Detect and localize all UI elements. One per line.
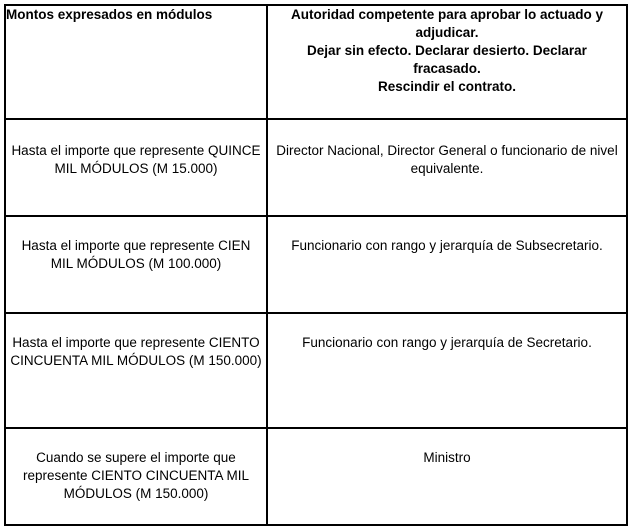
table-row [5, 313, 627, 428]
authority-cell: Funcionario con rango y jerarquía de Secretario. [267, 313, 627, 428]
header-authority-line: Dejar sin efecto. Declarar desierto. Declarar [307, 43, 587, 58]
amount-cell: Hasta el importe que represente CIEN MIL MÓDULOS (M 100.000) [5, 216, 267, 313]
header-authority-line: Rescindir el contrato. [377, 79, 517, 94]
amount-cell: Hasta el importe que represente CIENTO CINCUENTA MIL MÓDULOS (M 150.000) [5, 313, 267, 428]
authority-cell: Director Nacional, Director General o funcionario de nivel equivalente. [267, 119, 627, 216]
table-row [5, 119, 627, 216]
header-authority-line: fracasado. [413, 61, 481, 76]
authority-table [4, 4, 628, 526]
authority-cell: Ministro [267, 428, 627, 525]
table-row [5, 216, 627, 313]
header-amount-cell [5, 5, 267, 119]
authority-cell: Funcionario con rango y jerarquía de Subsecretario. [267, 216, 627, 313]
header-authority-line: Autoridad competente para aprobar lo actuado y [290, 7, 604, 22]
header-amount-label: Montos expresados en módulos [6, 7, 213, 22]
header-authority-line: adjudicar. [415, 25, 479, 40]
table-header-row [5, 5, 627, 119]
table-row [5, 428, 627, 525]
header-authority-cell [267, 5, 627, 119]
amount-cell: Hasta el importe que represente QUINCE MIL MÓDULOS (M 15.000) [5, 119, 267, 216]
amount-cell: Cuando se supere el importe que represente CIENTO CINCUENTA MIL MÓDULOS (M 150.000) [5, 428, 267, 525]
